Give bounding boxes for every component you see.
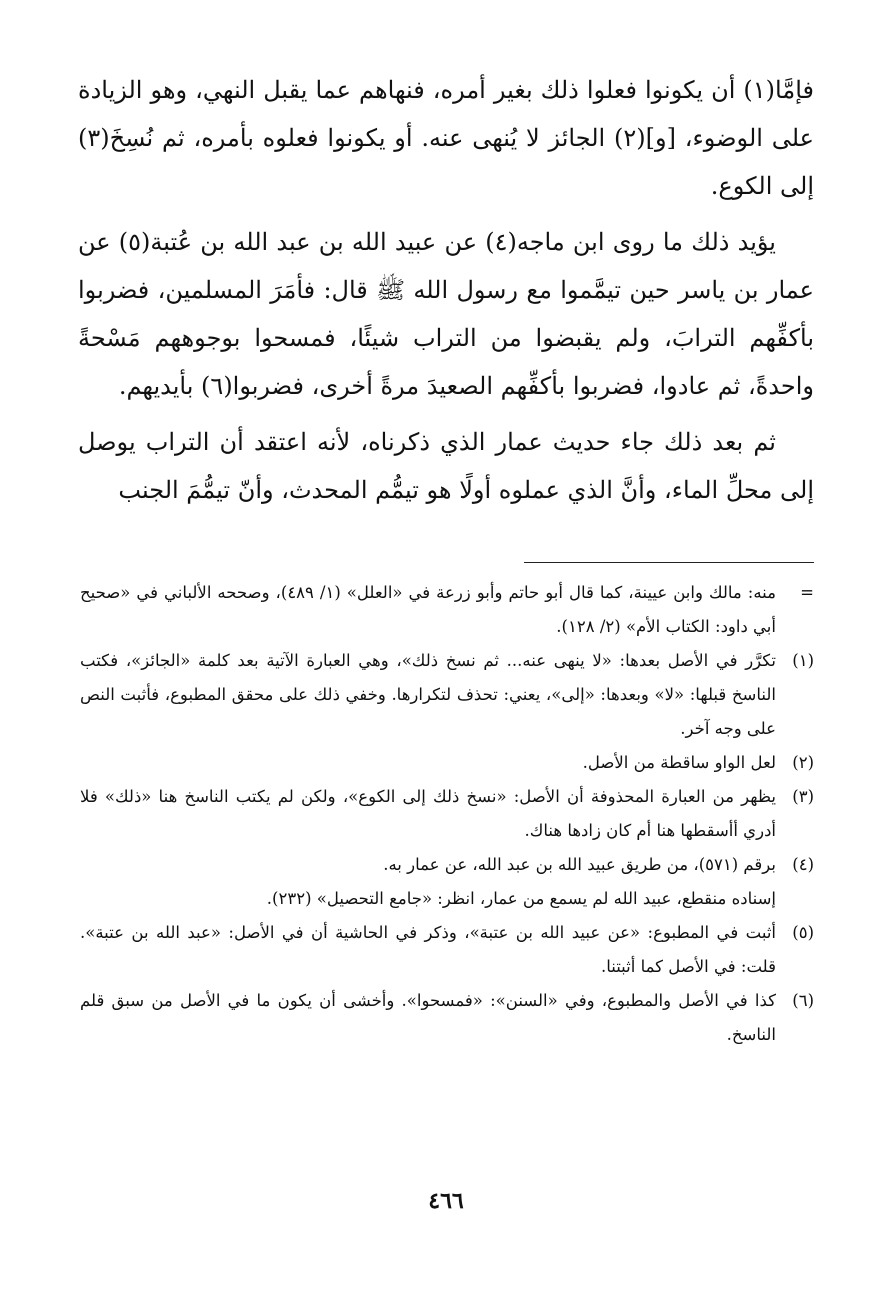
footnote-continued xyxy=(80,576,814,644)
footnote-mark: (٥) xyxy=(792,923,814,942)
footnote-text xyxy=(80,984,776,1052)
paragraph-2: يؤيد ذلك ما روى ابن ماجه(٤) عن عبيد الله بن عبد الله بن عُتبة(٥) عن عمار بن ياسر حين تيمَّموا مع رسول الله ﷺ قال: فأمَرَ المسلمين، فضربوا بأكفِّهم الترابَ، ولم يقبضوا من التراب شيئًا، فمسحوا بوجوههم مَسْحةً واحدةً، ثم عادوا، فضربوا بأكفِّهم الصعيدَ مرةً أخرى، فضربوا(٦) بأيديهم. xyxy=(78,228,814,400)
footnote-4 xyxy=(80,848,814,916)
footnote-divider xyxy=(524,562,814,563)
footnote-mark: (٤) xyxy=(792,855,814,874)
footnote-mark: (٣) xyxy=(792,787,814,806)
footnote-line: برقم (٥٧١)، من طريق عبيد الله بن عبد الله، عن عمار به. xyxy=(383,855,776,874)
paragraph-3: ثم بعد ذلك جاء حديث عمار الذي ذكرناه، لأنه اعتقد أن التراب يوصل إلى محلِّ الماء، وأنَّ الذي عملوه أولًا هو تيمُّم المحدث، وأنّ تيمُّمَ الجنب xyxy=(78,428,814,504)
footnote-line: تكرَّر في الأصل بعدها: «لا ينهى عنه... ثم نسخ ذلك»، وهي العبارة الآتية بعد كلمة «الجائز»، فكتب الناسخ قبلها: «لا» وبعدها: «إلى»، يعني: تحذف لتكرارها. وخفي ذلك على محقق المطبوع، فأثبت النص على وجه آخر. xyxy=(80,651,776,738)
footnote-line: منه: مالك وابن عيينة، كما قال أبو حاتم وأبو زرعة في «العلل» (١/ ٤٨٩)، وصححه الألباني في «صحيح أبي داود: الكتاب الأم» (٢/ ١٢٨). xyxy=(80,583,776,636)
footnote-text xyxy=(80,644,776,746)
footnotes xyxy=(80,576,814,1052)
footnote-text xyxy=(80,848,776,916)
footnote-3 xyxy=(80,780,814,848)
footnote-6 xyxy=(80,984,814,1052)
footnote-line: لعل الواو ساقطة من الأصل. xyxy=(582,753,776,772)
footnote-mark: = xyxy=(800,583,814,602)
footnote-text xyxy=(80,746,776,780)
footnote-1 xyxy=(80,644,814,746)
footnote-text xyxy=(80,780,776,848)
footnote-text xyxy=(80,576,776,644)
footnote-line: إسناده منقطع، عبيد الله لم يسمع من عمار، انظر: «جامع التحصيل» (٢٣٢). xyxy=(266,889,776,908)
paragraph-1: فإمَّا(١) أن يكونوا فعلوا ذلك بغير أمره، فنهاهم عما يقبل النهي، وهو الزيادة على الوضوء، [و](٢) الجائز لا يُنهى عنه. أو يكونوا فعلوه بأمره، ثم نُسِخَ(٣) إلى الكوع. xyxy=(78,76,814,200)
footnote-mark: (٢) xyxy=(792,753,814,772)
footnote-line: أثبت في المطبوع: «عن عبيد الله بن عتبة»، وذكر في الحاشية أن في الأصل: «عبد الله بن عتبة». قلت: في الأصل كما أثبتنا. xyxy=(80,923,776,976)
footnote-mark: (٦) xyxy=(792,991,814,1010)
footnote-text xyxy=(80,916,776,984)
footnote-mark: (١) xyxy=(792,651,814,670)
footnote-5 xyxy=(80,916,814,984)
footnote-line: كذا في الأصل والمطبوع، وفي «السنن»: «فمسحوا». وأخشى أن يكون ما في الأصل من سبق قلم الناسخ. xyxy=(80,991,776,1044)
footnote-line: يظهر من العبارة المحذوفة أن الأصل: «نسخ ذلك إلى الكوع»، ولكن لم يكتب الناسخ هنا «ذلك» فلا أدري أأسقطها هنا أم كان زادها هناك. xyxy=(80,787,776,840)
main-text xyxy=(78,66,814,522)
footnote-2 xyxy=(80,746,814,780)
page-number: ٤٦٦ xyxy=(428,1188,464,1214)
